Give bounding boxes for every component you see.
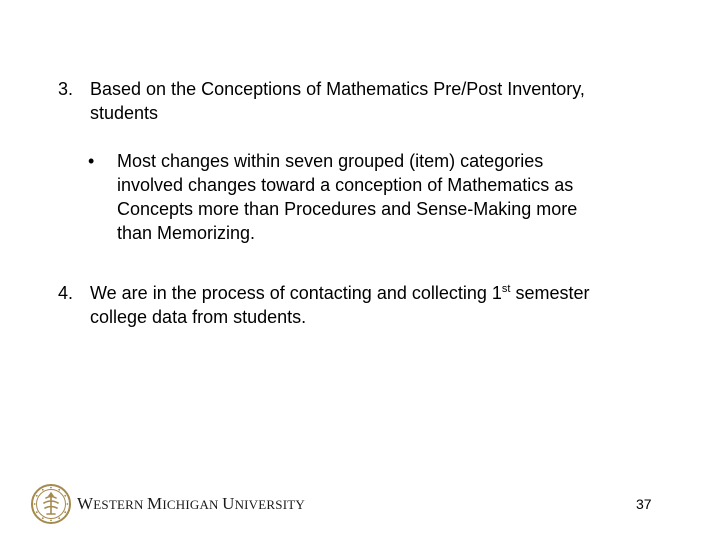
university-name: WESTERN MICHIGAN UNIVERSITY xyxy=(77,494,305,513)
bullet-text-line: Concepts more than Procedures and Sense-Making more xyxy=(117,199,578,219)
item-text-segment: semester xyxy=(510,283,590,303)
university-seal-icon xyxy=(31,484,71,524)
item-text-segment: We are in the process of contacting and collecting 1 xyxy=(90,283,502,303)
bullet-text-line: Most changes within seven grouped (item) categories xyxy=(117,151,544,171)
item-text xyxy=(90,77,678,125)
sub-bullet xyxy=(88,149,648,245)
page-number: 37 xyxy=(636,496,652,512)
bullet-text-line: involved changes toward a conception of Mathematics as xyxy=(117,175,574,195)
item-text-line: students xyxy=(90,103,159,123)
list-item-3 xyxy=(58,77,678,125)
item-text-line xyxy=(90,281,678,305)
item-text-line: Based on the Conceptions of Mathematics Pre/Post Inventory, xyxy=(90,79,585,99)
bullet-symbol: • xyxy=(88,151,95,171)
item-text xyxy=(90,281,678,329)
bullet-text-line: than Memorizing. xyxy=(117,223,256,243)
item-text-line: college data from students. xyxy=(90,307,307,327)
bullet-text xyxy=(117,149,648,245)
list-item-4 xyxy=(58,281,678,329)
ordinal-superscript: st xyxy=(501,283,511,295)
item-number: 3. xyxy=(58,79,74,99)
item-number: 4. xyxy=(58,283,74,303)
